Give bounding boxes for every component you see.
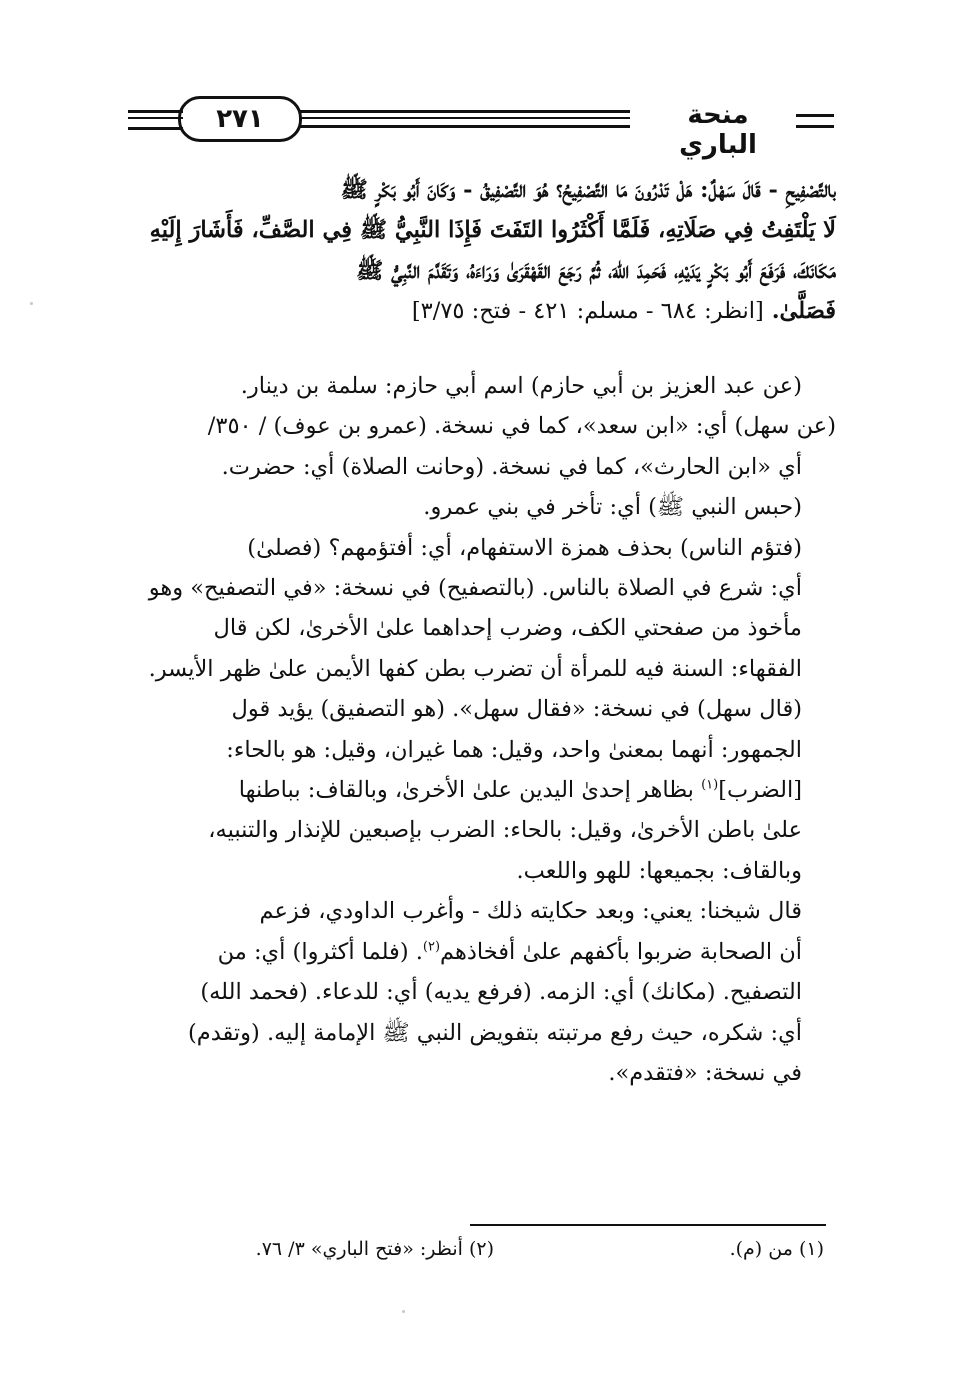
commentary-line: علىٰ باطن الأخرىٰ، وقيل: بالحاء: الضرب بإصبعين للإنذار والتنبيه، — [208, 817, 802, 844]
header-rule-middle — [300, 110, 630, 128]
commentary-line: في نسخة: «فتقدم». — [608, 1059, 802, 1086]
footnotes — [124, 1238, 824, 1268]
commentary-line: مأخوذ من صفحتي الكف، وضرب إحداهما علىٰ الأخرىٰ، لكن قال — [213, 615, 802, 642]
commentary-line: أي «ابن الحارث»، كما في نسخة. (وحانت الصلاة) أي: حضرت. — [221, 453, 802, 480]
hadith-line: لَا يَلْتَفِتُ فِي صَلَاتِهِ، فَلَمَّا أَكْثَرُوا التَفَتَ فَإِذَا النَّبِيُّ ﷺ فِي الصَّفِّ، فَأَشَارَ إِلَيْهِ — [149, 217, 836, 244]
commentary-fragment: [الضرب] — [718, 777, 802, 804]
header-rule-left — [128, 110, 183, 130]
commentary-line: الفقهاء: السنة فيه للمرأة أن تضرب بطن كفها الأيمن علىٰ ظهر الأيسر. — [148, 655, 802, 682]
scan-speck — [402, 1310, 405, 1313]
page-number: ٢٧١ — [178, 96, 302, 142]
commentary-line-with-footnote — [124, 770, 836, 810]
footnote-marker: (٢) — [422, 939, 441, 955]
commentary-fragment: أن الصحابة ضربوا بأكفهم علىٰ أفخاذهم — [440, 938, 802, 965]
commentary-paragraph — [124, 891, 836, 1093]
hadith-line: بالتَّصْفِيحِ - قَالَ سَهْلٌ: هَلْ تَدْرُونَ مَا التَّصْفِيحُ؟ هُوَ التَّصْفِيقُ - وَكَانَ أَبُو بَكْرٍ ﷺ — [340, 177, 836, 203]
hadith-line: مَكَانَكَ، فَرَفَعَ أَبُو بَكْرٍ يَدَيْهِ، فَحَمِدَ اللهَ، ثُمَّ رَجَعَ القَهْقَرَىٰ وَرَاءَهُ، وَتَقَدَّمَ النَّبِيُّ ﷺ — [356, 257, 836, 284]
commentary-line: (فتؤم الناس) بحذف همزة الاستفهام، أي: أفتؤمهم؟ (فصلىٰ) — [247, 534, 802, 561]
scan-speck — [30, 302, 33, 305]
commentary-fragment: بظاهر إحدىٰ اليدين علىٰ الأخرىٰ، وبالقاف: بباطنها — [238, 777, 694, 804]
footnote-separator — [470, 1224, 826, 1226]
commentary-line: الجمهور: أنهما بمعنىٰ واحد، وقيل: هما غيران، وقيل: هو بالحاء: — [226, 736, 802, 763]
commentary-line: (عن عبد العزيز بن أبي حازم) اسم أبي حازم: سلمة بن دينار. — [240, 373, 802, 399]
commentary-line: (قال سهل) في نسخة: «فقال سهل». (هو التصفيق) يؤيد قول — [231, 696, 802, 723]
hadith-line: فَصَلَّىٰ. — [771, 298, 836, 325]
header-rule-right — [796, 114, 834, 128]
hadith-reference: [انظر: ٦٨٤ - مسلم: ٤٢١ - فتح: ٣/٧٥] — [411, 298, 764, 325]
footnote-2: (٢) أنظر: «فتح الباري» ٣/ ٧٦. — [255, 1238, 494, 1260]
commentary-line: (عن سهل) أي: «ابن سعد»، كما في نسخة. (عمرو بن عوف) / ٣٥٠/ — [207, 413, 836, 440]
commentary-line: وبالقاف: بجميعها: للهو واللعب. — [516, 857, 802, 884]
commentary-fragment: . (فلما أكثروا) أي: من — [217, 938, 423, 965]
hadith-last-line — [124, 291, 836, 331]
running-title: منحة الباري — [679, 100, 757, 160]
commentary-paragraph — [124, 366, 836, 528]
commentary-line: أي: شرع في الصلاة بالناس. (بالتصفيح) في نسخة: «في التصفيح» وهو — [148, 575, 802, 602]
commentary-line: التصفيح. (مكانك) أي: الزمه. (فرفع يديه) أي: للدعاء. (فحمد الله) — [200, 979, 802, 1006]
commentary-line: قال شيخنا: يعني: وبعد حكايته ذلك - وأغرب الداودي، فزعم — [259, 898, 802, 925]
commentary-paragraph — [124, 689, 836, 891]
footnote-1: (١) من (م). — [729, 1238, 824, 1260]
page-header — [128, 92, 834, 160]
commentary-line: (حبس النبي ﷺ) أي: تأخر في بني عمرو. — [423, 494, 802, 521]
commentary-line: أي: شكره، حيث رفع مرتبته بتفويض النبي ﷺ الإمامة إليه. (وتقدم) — [188, 1019, 802, 1046]
footnote-marker: (١) — [701, 777, 719, 793]
commentary-paragraph — [124, 528, 836, 690]
commentary — [124, 366, 836, 1093]
commentary-line-with-footnote — [124, 932, 836, 972]
hadith-text — [124, 170, 836, 332]
